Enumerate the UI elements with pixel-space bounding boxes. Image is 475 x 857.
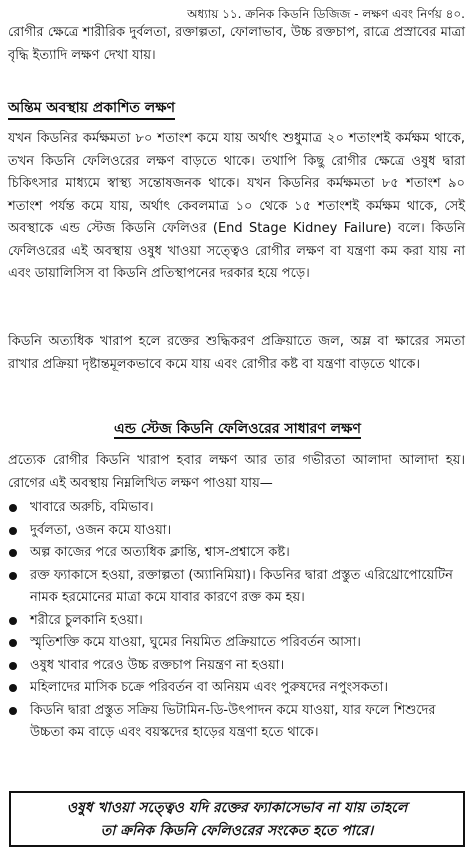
- section-heading-common-symptoms-text: এন্ড স্টেজ কিডনি ফেলিওরের সাধারণ লক্ষণ: [114, 421, 361, 437]
- section-heading-final-stage: অন্তিম অবস্থায় প্রকাশিত লক্ষণ: [8, 98, 175, 120]
- bullet-icon: [9, 549, 17, 557]
- callout-line-2: তা ক্রনিক কিডনি ফেলিওরের সংকেত হতে পারে।: [100, 823, 374, 839]
- bullet-icon: [9, 527, 17, 535]
- list-item: [0, 520, 465, 543]
- list-item-text: অল্প কাজের পরে অত্যধিক ক্লান্তি, শ্বাস-প্রশ্বাসে কষ্ট।: [30, 545, 290, 560]
- list-item: [0, 610, 465, 633]
- page-header: অধ্যায় ১১. ক্রনিক কিডনি ডিজিজ - লক্ষণ এবং নির্ণয় ৪০.: [187, 7, 465, 21]
- bullet-icon: [9, 504, 17, 512]
- bullet-icon: [9, 662, 17, 670]
- callout-line-1: ওষুধ খাওয়া সত্ত্বেও যদি রক্তের ফ্যাকাসেভাব না যায় তাহলে: [66, 800, 408, 816]
- list-item: [0, 542, 465, 565]
- list-item: [0, 655, 465, 678]
- bullet-icon: [9, 684, 17, 692]
- kidney-damage-paragraph: কিডনি অত্যধিক খারাপ হলে রক্তের শুদ্ধিকরণ প্রক্রিয়াতে জল, অম্ল বা ক্ষারের সমতা রাখার প্রক্রিয়া দৃষ্টান্তমূলকভাবে কমে যায় এবং রোগীর কষ্ট বা যন্ত্রণা বাড়তে থাকে।: [8, 334, 465, 372]
- callout-box: [9, 791, 465, 847]
- list-item-text: দুর্বলতা, ওজন কমে যাওয়া।: [30, 522, 172, 538]
- bullet-icon: [9, 572, 17, 580]
- symptoms-intro-paragraph: প্রত্যেক রোগীর কিডনি খারাপ হবার লক্ষণ আর তার গভীরতা আলাদা আলাদা হয়। রোগের এই অবস্থায় নিম্নলিখিত লক্ষণ পাওয়া যায়—: [8, 453, 465, 491]
- intro-paragraph: রোগীর ক্ষেত্রে শারীরিক দুর্বলতা, রক্তাল্পতা, ফোলাভাব, উচ্চ রক্তচাপ, রাত্রে প্রস্রাবের মাত্রা বৃদ্ধি ইত্যাদি লক্ষণ দেখা যায়।: [8, 25, 465, 63]
- list-item-text: কিডনি দ্বারা প্রস্তুত সক্রিয় ভিটামিন-ডি-উৎপাদন কমে যাওয়া, যার ফলে শিশুদের উচ্চতা কম বাড়ে এবং বয়স্কদের হাড়ের যন্ত্রণা হতে থাকে।: [30, 702, 436, 740]
- list-item: [0, 565, 465, 610]
- bullet-icon: [9, 639, 17, 647]
- list-item-text: রক্ত ফ্যাকাসে হওয়া, রক্তাল্পতা (অ্যানিমিয়া)। কিডনির দ্বারা প্রস্তুত এরিথ্রোপোয়েটিন নামক হরমোনের মাত্রা কমে যাবার কারণে রক্ত কম হয়।: [30, 567, 453, 605]
- list-item: [0, 632, 465, 655]
- list-item: [0, 700, 465, 745]
- list-item-text: মহিলাদের মাসিক চক্রে পরিবর্তন বা অনিয়ম এবং পুরুষদের নপুংসকতা।: [30, 680, 388, 695]
- final-stage-paragraph: যখন কিডনির কর্মক্ষমতা ৮০ শতাংশ কমে যায় অর্থাৎ শুধুমাত্র ২০ শতাংশই কর্মক্ষম থাকে, তখন কিডনি ফেলিওরের লক্ষণ বাড়তে থাকে। তথাপি কিছু রোগীর ক্ষেত্রে ওষুধ দ্বারা চিকিৎসার মাধ্যমে স্বাস্থ্য সন্তোষজনক থাকে। যখন কিডনির কর্মক্ষমতা ৮৫ শতাংশ ৯০ শতাংশ পর্যন্ত কমে যায়, অর্থাৎ কেবলমাত্র ১০ থেকে ১৫ শতাংশই কর্মক্ষম থাকে, সেই অবস্থাকে এন্ড স্টেজ কিডনি ফেলিওর (End Stage Kidney Failure) বলে। কিডনি ফেলিওরের এই অবস্থায় ওষুধ খাওয়া সত্ত্বেও রোগীর লক্ষণ বা যন্ত্রণা কম করা যায় না এবং ডায়ালিসিস বা কিডনি প্রতিস্থাপনের দরকার হয়ে পড়ে।: [8, 131, 465, 281]
- list-item-text: খাবারে অরুচি, বমিভাব।: [30, 500, 154, 515]
- list-item-text: শরীরে চুলকানি হওয়া।: [30, 612, 143, 628]
- list-item: [0, 677, 465, 700]
- section-heading-common-symptoms: [0, 419, 475, 439]
- list-item-text: স্মৃতিশক্তি কমে যাওয়া, ঘুমের নিয়মিত প্রক্রিয়াতে পরিবর্তন আসা।: [30, 635, 361, 650]
- symptom-list: [0, 497, 465, 745]
- list-item: [0, 497, 465, 520]
- list-item-text: ওষুধ খাবার পরেও উচ্চ রক্তচাপ নিয়ন্ত্রণ না হওয়া।: [30, 657, 285, 673]
- bullet-icon: [9, 707, 17, 715]
- bullet-icon: [9, 617, 17, 625]
